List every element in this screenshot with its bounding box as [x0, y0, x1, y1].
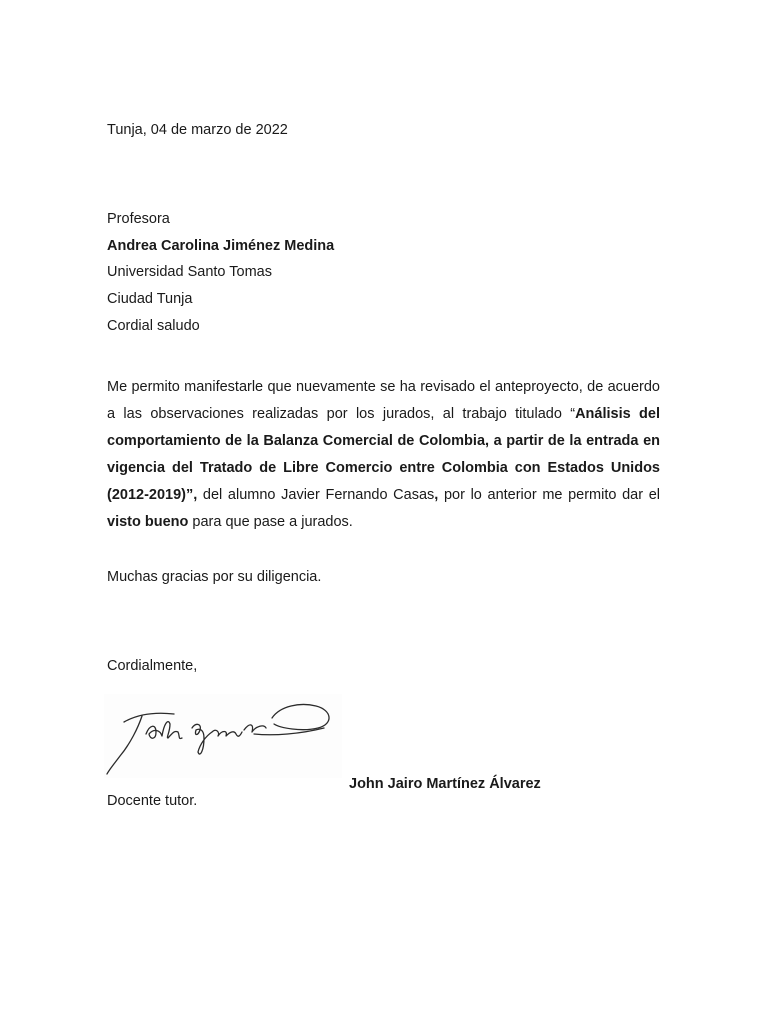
recipient-city: Ciudad Tunja — [107, 291, 193, 307]
recipient-name: Andrea Carolina Jiménez Medina — [107, 238, 335, 254]
body-paragraph — [107, 374, 660, 536]
student-clause: del alumno Javier Fernando Casas — [197, 487, 435, 503]
signer-name: John Jairo Martínez Álvarez — [349, 776, 541, 792]
body-intro: Me permito manifestarle que nuevamente se ha revisado el anteproyecto, de acuerdo a las observaciones realizadas por los jurados, al trabajo titulado “ — [107, 379, 660, 422]
recipient-title: Profesora — [107, 211, 170, 227]
recipient-institution: Universidad Santo Tomas — [107, 264, 272, 280]
signer-role: Docente tutor. — [107, 793, 198, 809]
thanks-paragraph: Muchas gracias por su diligencia. — [107, 569, 322, 585]
greeting: Cordial saludo — [107, 318, 200, 334]
approval-clause: por lo anterior me permito dar el — [438, 487, 660, 503]
visto-bueno: visto bueno — [107, 514, 189, 530]
bold-comma: , — [434, 487, 439, 503]
thesis-title: Análisis del comportamiento de la Balanza Comercial de Colombia, a partir de la entrada en vigencia del Tratado de Libre Comercio entre Colombia con Estados Unidos (2012-2019)”, — [107, 406, 660, 503]
body-end: para que pase a jurados. — [188, 514, 353, 530]
handwritten-signature — [104, 694, 342, 778]
letter-date: Tunja, 04 de marzo de 2022 — [107, 122, 288, 138]
closing: Cordialmente, — [107, 658, 198, 674]
